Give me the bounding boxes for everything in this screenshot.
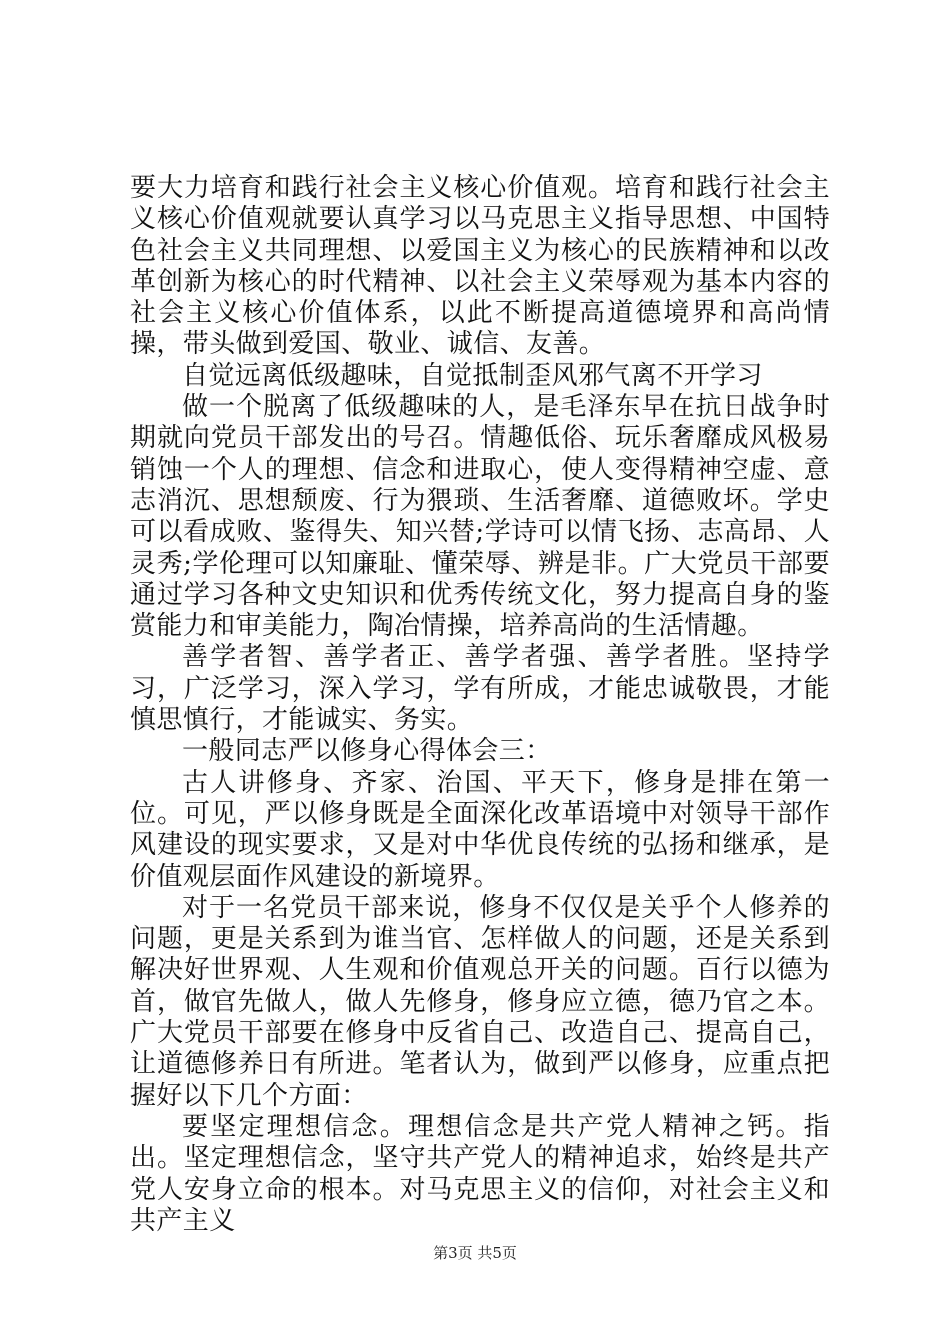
- paragraph: 古人讲修身、齐家、治国、平天下，修身是排在第一位。可见，严以修身既是全面深化改革语境中对领导干部作风建设的现实要求，又是对中华优良传统的弘扬和继承，是价值观层面作风建设的新境界。: [130, 767, 830, 892]
- document-body: [130, 173, 830, 1237]
- section-heading: 自觉远离低级趣味，自觉抵制歪风邪气离不开学习: [182, 360, 763, 391]
- paragraph: 做一个脱离了低级趣味的人，是毛泽东早在抗日战争时期就向党员干部发出的号召。情趣低俗、玩乐奢靡成风极易销蚀一个人的理想、信念和进取心，使人变得精神空虚、意志消沉、思想颓废、行为猥琐、生活奢靡、道德败坏。学史可以看成败、鉴得失、知兴替;学诗可以情飞扬、志高昂、人灵秀;学伦理可以知廉耻、懂荣辱、辨是非。广大党员干部要通过学习各种文史知识和优秀传统文化，努力提高自身的鉴赏能力和审美能力，陶冶情操，培养高尚的生活情趣。: [130, 392, 830, 642]
- paragraph: 对于一名党员干部来说，修身不仅仅是关乎个人修养的问题，更是关系到为谁当官、怎样做人的问题，还是关系到解决好世界观、人生观和价值观总开关的问题。百行以德为首，做官先做人，做人先修身，修身应立德，德乃官之本。广大党员干部要在修身中反省自己、改造自己、提高自己，让道德修养日有所进。笔者认为，做到严以修身，应重点把握好以下几个方面：: [130, 892, 830, 1111]
- page-number-footer: 第3页 共5页: [433, 1244, 517, 1262]
- section-heading: 一般同志严以修身心得体会三：: [182, 736, 552, 767]
- paragraph: 要坚定理想信念。理想信念是共产党人精神之钙。指出。坚定理想信念，坚守共产党人的精神追求，始终是共产党人安身立命的根本。对马克思主义的信仰，对社会主义和共产主义: [130, 1111, 830, 1236]
- paragraph: 要大力培育和践行社会主义核心价值观。培育和践行社会主义核心价值观就要认真学习以马克思主义指导思想、中国特色社会主义共同理想、以爱国主义为核心的民族精神和以改革创新为核心的时代精神、以社会主义荣辱观为基本内容的社会主义核心价值体系，以此不断提高道德境界和高尚情操，带头做到爱国、敬业、诚信、友善。: [130, 173, 830, 360]
- paragraph: 善学者智、善学者正、善学者强、善学者胜。坚持学习，广泛学习，深入学习，学有所成，才能忠诚敬畏，才能慎思慎行，才能诚实、务实。: [130, 642, 830, 736]
